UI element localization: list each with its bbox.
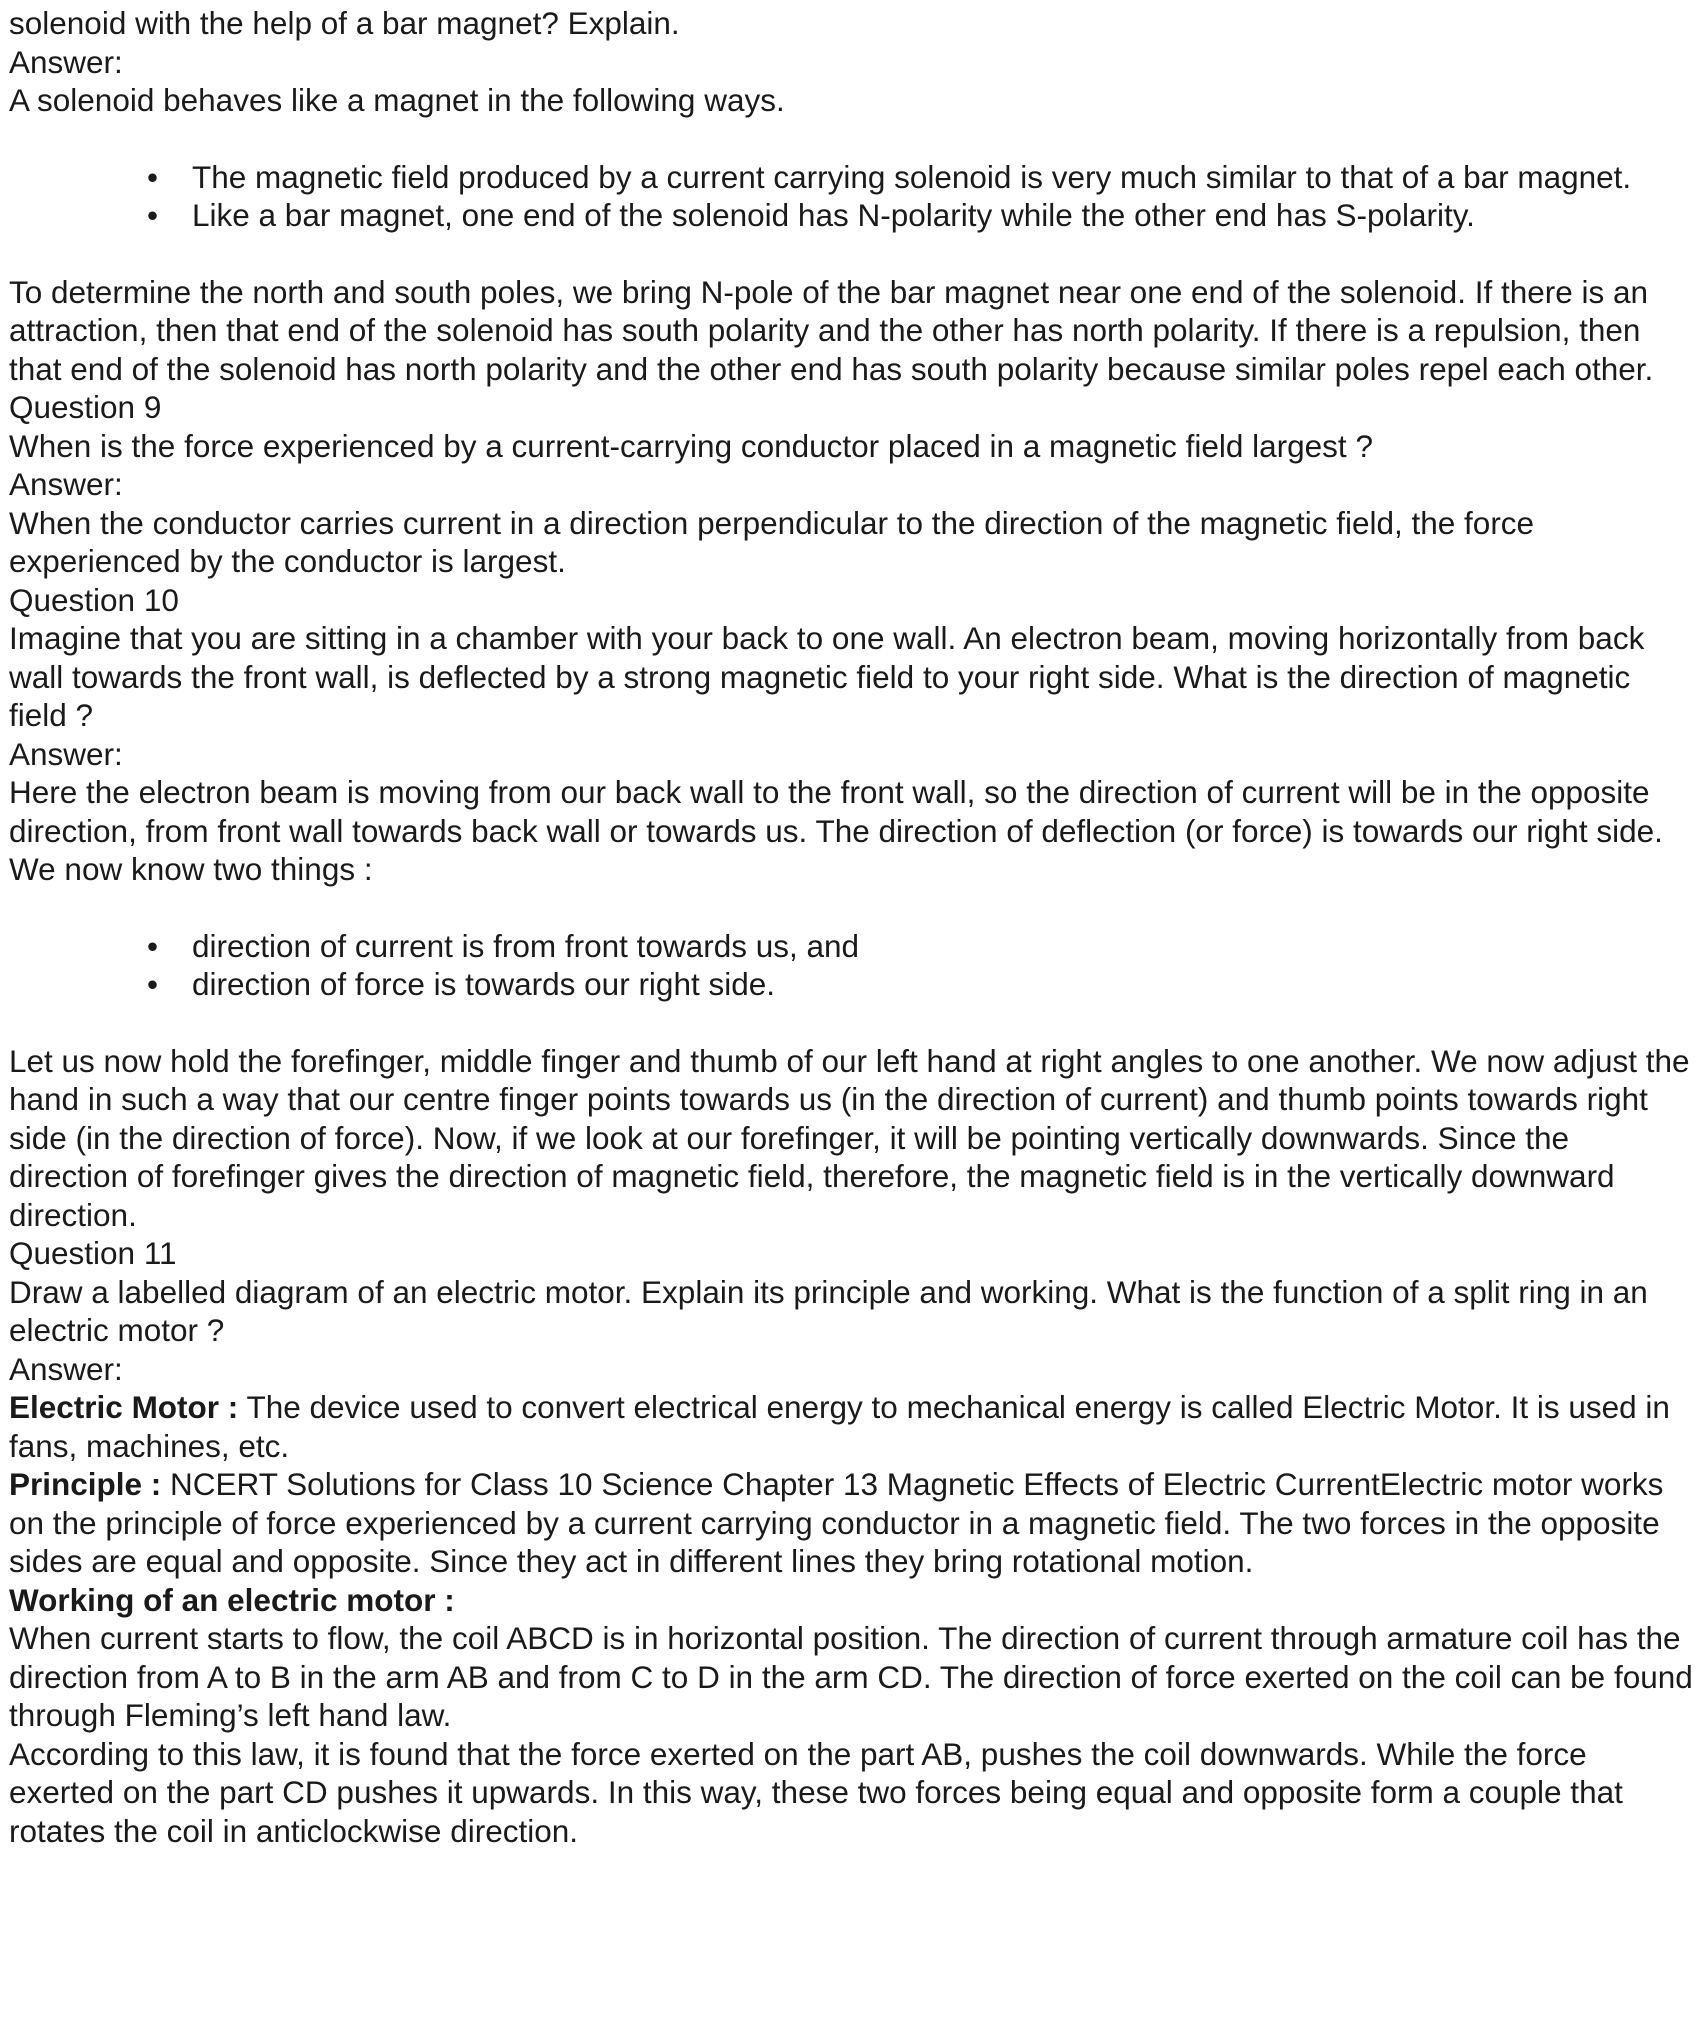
answer-intro: A solenoid behaves like a magnet in the following ways.: [9, 82, 785, 118]
list-item: • The magnetic field produced by a current carrying solenoid is very much similar to that of a bar magnet.: [192, 158, 1693, 197]
question-8-text-tail: solenoid with the help of a bar magnet? Explain.: [9, 5, 680, 41]
electric-motor-definition: [9, 1388, 1693, 1465]
answer-label: Answer:: [9, 735, 123, 772]
principle-text: NCERT Solutions for Class 10 Science Chapter 13 Magnetic Effects of Electric CurrentElectric motor works on the principle of force experienced by a current carrying conductor in a magnetic field. The two forces in the opposite sides are equal and opposite. Since they act in different lines they bring rotational motion.: [9, 1466, 1664, 1579]
question-9-heading: Question 9: [9, 389, 162, 425]
answer-label: Answer:: [9, 1350, 123, 1387]
answer-label: Answer:: [9, 466, 123, 502]
principle-paragraph: [9, 1465, 1693, 1581]
list-item: • direction of force is towards our right side.: [192, 965, 1693, 1004]
term-label: Principle :: [9, 1466, 162, 1502]
answer-paragraph: According to this law, it is found that the force exerted on the part AB, pushes the coil downwards. While the force exerted on the part CD pushes it upwards. In this way, these two forces being equal and opposite form a couple that rotates the coil in anticlockwise direction.: [9, 1735, 1623, 1849]
list-item: • Like a bar magnet, one end of the solenoid has N-polarity while the other end has S-polarity.: [192, 196, 1693, 235]
answer-paragraph: When current starts to flow, the coil ABCD is in horizontal position. The direction of current through armature coil has the direction from A to B in the arm AB and from C to D in the arm CD. The direction of force exerted on the coil can be found through Fleming’s left hand law.: [9, 1620, 1693, 1733]
solenoid-properties-list: [9, 158, 1693, 235]
document-page: [9, 4, 1693, 1850]
answer-paragraph: To determine the north and south poles, we bring N-pole of the bar magnet near one end of the solenoid. If there is an attraction, then that end of the solenoid has south polarity and the other has north polarity. If there is a repulsion, then that end of the solenoid has north polarity and the other end has south polarity because similar poles repel each other.: [9, 273, 1654, 387]
term-label: Electric Motor :: [9, 1389, 239, 1425]
question-10-heading: Question 10: [9, 581, 179, 618]
answer-paragraph: When the conductor carries current in a direction perpendicular to the direction of the magnetic field, the force experienced by the conductor is largest.: [9, 504, 1535, 579]
answer-paragraph: Here the electron beam is moving from our back wall to the front wall, so the direction of current will be in the opposite direction, from front wall towards back wall or towards us. The direction of deflection (or force) is towards our right side.: [9, 774, 1663, 849]
question-11-text: Draw a labelled diagram of an electric motor. Explain its principle and working. What is the function of a split ring in an electric motor ?: [9, 1273, 1648, 1348]
answer-label: Answer:: [9, 43, 123, 80]
list-item: • direction of current is from front towards us, and: [192, 927, 1693, 966]
definition-text: The device used to convert electrical energy to mechanical energy is called Electric Motor. It is used in fans, machines, etc.: [9, 1389, 1670, 1464]
known-facts-list: [9, 927, 1693, 1004]
question-9-text: When is the force experienced by a current-carrying conductor placed in a magnetic field largest ?: [9, 427, 1373, 464]
question-10-text: Imagine that you are sitting in a chamber with your back to one wall. An electron beam, moving horizontally from back wall towards the front wall, is deflected by a strong magnetic field to your right side. What is the direction of magnetic field ?: [9, 620, 1645, 733]
working-heading: Working of an electric motor :: [9, 1581, 455, 1618]
question-11-heading: Question 11: [9, 1235, 177, 1271]
answer-paragraph: We now know two things :: [9, 851, 373, 887]
answer-paragraph: Let us now hold the forefinger, middle finger and thumb of our left hand at right angles to one another. We now adjust the hand in such a way that our centre finger points towards us (in the direction of current) and thumb points towards right side (in the direction of force). Now, if we look at our forefinger, it will be pointing vertically downwards. Since the direction of forefinger gives the direction of magnetic field, therefore, the magnetic field is in the vertically downward direction.: [9, 1042, 1690, 1233]
